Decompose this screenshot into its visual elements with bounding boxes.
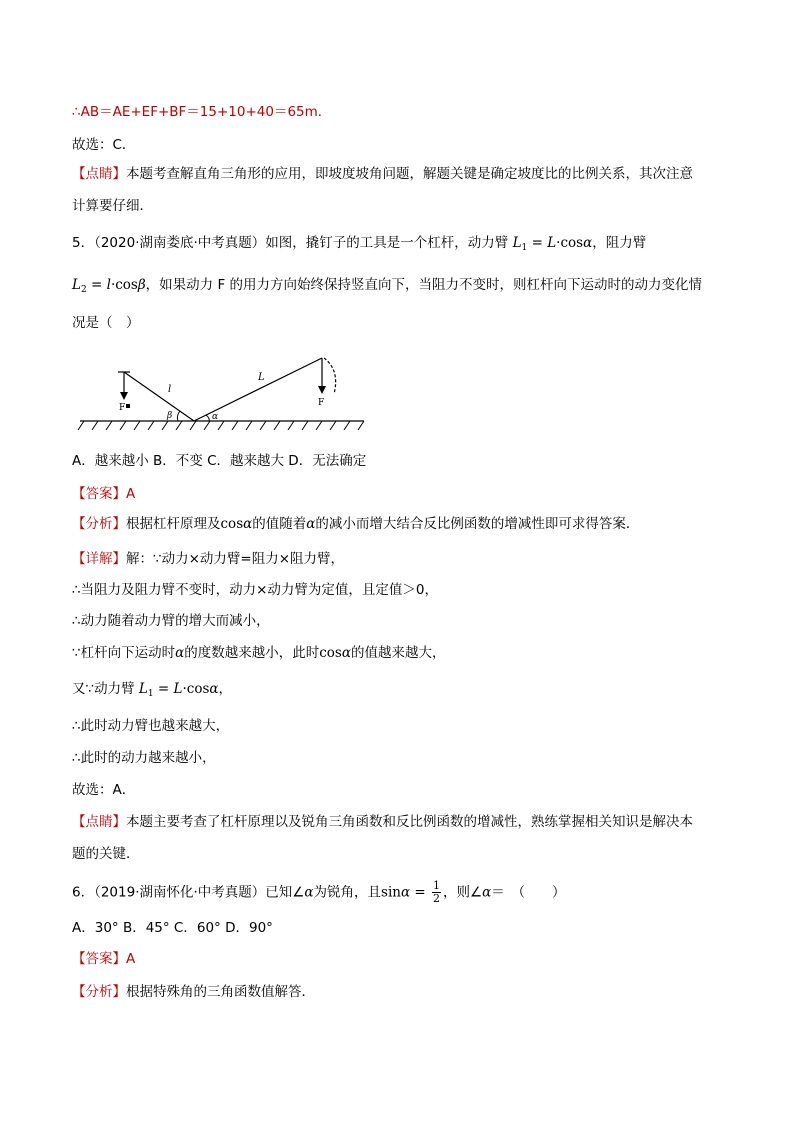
fraction-one-half: $\frac{1}{2}$ bbox=[433, 879, 440, 905]
detail-5-line-6: ∴此时动力臂也越来越大， bbox=[72, 718, 230, 734]
comment-line-1: 【点睛】本题考查解直角三角形的应用，即坡度坡角问题，解题关键是确定坡度比的比例关系，其次注意 bbox=[72, 166, 693, 182]
comment-5-line-1: 【点睛】本题主要考查了杠杆原理以及锐角三角函数和反比例函数的增减性，熟练掌握相关知识是解决本 bbox=[72, 814, 693, 830]
detail-5-line-7: ∴此时的动力越来越小， bbox=[72, 750, 216, 766]
question-5-options: A．越来越小 B．不变 C．越来越大 D．无法确定 bbox=[72, 453, 367, 469]
right-force-label: F bbox=[318, 398, 325, 408]
left-force-label: F bbox=[119, 403, 126, 413]
comment-line-2: 计算要仔细． bbox=[72, 198, 153, 214]
ground-hatching bbox=[78, 421, 364, 430]
long-arm-label: L bbox=[258, 372, 265, 383]
comment-5-line-2: 题的关键． bbox=[72, 846, 140, 862]
answer-5: 【答案】A bbox=[72, 486, 136, 502]
lever-diagram bbox=[72, 350, 372, 435]
angle-alpha-label: α bbox=[212, 412, 219, 422]
question-5-line-3: 况是（ ） bbox=[72, 315, 140, 331]
detail-5-line-2: ∴当阻力及阻力臂不变时，动力×动力臂为定值，且定值＞0， bbox=[72, 582, 438, 598]
question-5-line-1: 5．（2020·湖南娄底·中考真题）如图，撬钉子的工具是一个杠杆，动力臂 $L_1 = L\cdot\cos\alpha$，阻力臂 bbox=[72, 235, 647, 253]
right-force-arrow bbox=[318, 386, 326, 394]
answer-6: 【答案】A bbox=[72, 951, 136, 967]
detail-5-line-5: 又∵动力臂 $L_1 = L\cdot\cos\alpha$， bbox=[72, 681, 233, 699]
angle-beta-label: β bbox=[167, 411, 173, 421]
analysis-5: 【分析】根据杠杆原理及cosα的值随着α的减小而增大结合反比例函数的增减性即可求得答案． bbox=[72, 516, 640, 532]
solution-line-ab: ∴AB＝AE+EF+BF＝15+10+40＝65m． bbox=[72, 104, 332, 120]
detail-5-line-3: ∴动力随着动力臂的增大而减小， bbox=[72, 613, 270, 629]
question-6-line: 6．（2019·湖南怀化·中考真题）已知∠α为锐角，且sinα = $\frac{1}{2}$ ，则∠α＝ （ ） bbox=[72, 879, 566, 905]
analysis-6: 【分析】根据特殊角的三角函数值解答． bbox=[72, 984, 315, 1000]
left-force-arrow bbox=[120, 392, 128, 400]
motion-arc bbox=[324, 358, 336, 394]
lever-short-arm bbox=[124, 372, 194, 421]
short-arm-label: l bbox=[168, 384, 172, 395]
question-6-options: A．30° B．45° C．60° D．90° bbox=[72, 920, 273, 936]
question-5-line-2: $L_2 = l\cdot\cos\beta$，如果动力 F 的用力方向始终保持竖直向下，当阻力不变时，则杠杆向下运动时的动力变化情 bbox=[72, 277, 703, 295]
detail-5-line-1: 【详解】解：∵动力×动力臂=阻力×阻力臂， bbox=[72, 551, 345, 567]
detail-5-line-8: 故选：A． bbox=[72, 782, 136, 798]
choice-line-c: 故选：C． bbox=[72, 137, 136, 153]
detail-5-line-4: ∵杠杆向下运动时α的度数越来越小，此时cosα的值越来越大， bbox=[72, 645, 446, 661]
